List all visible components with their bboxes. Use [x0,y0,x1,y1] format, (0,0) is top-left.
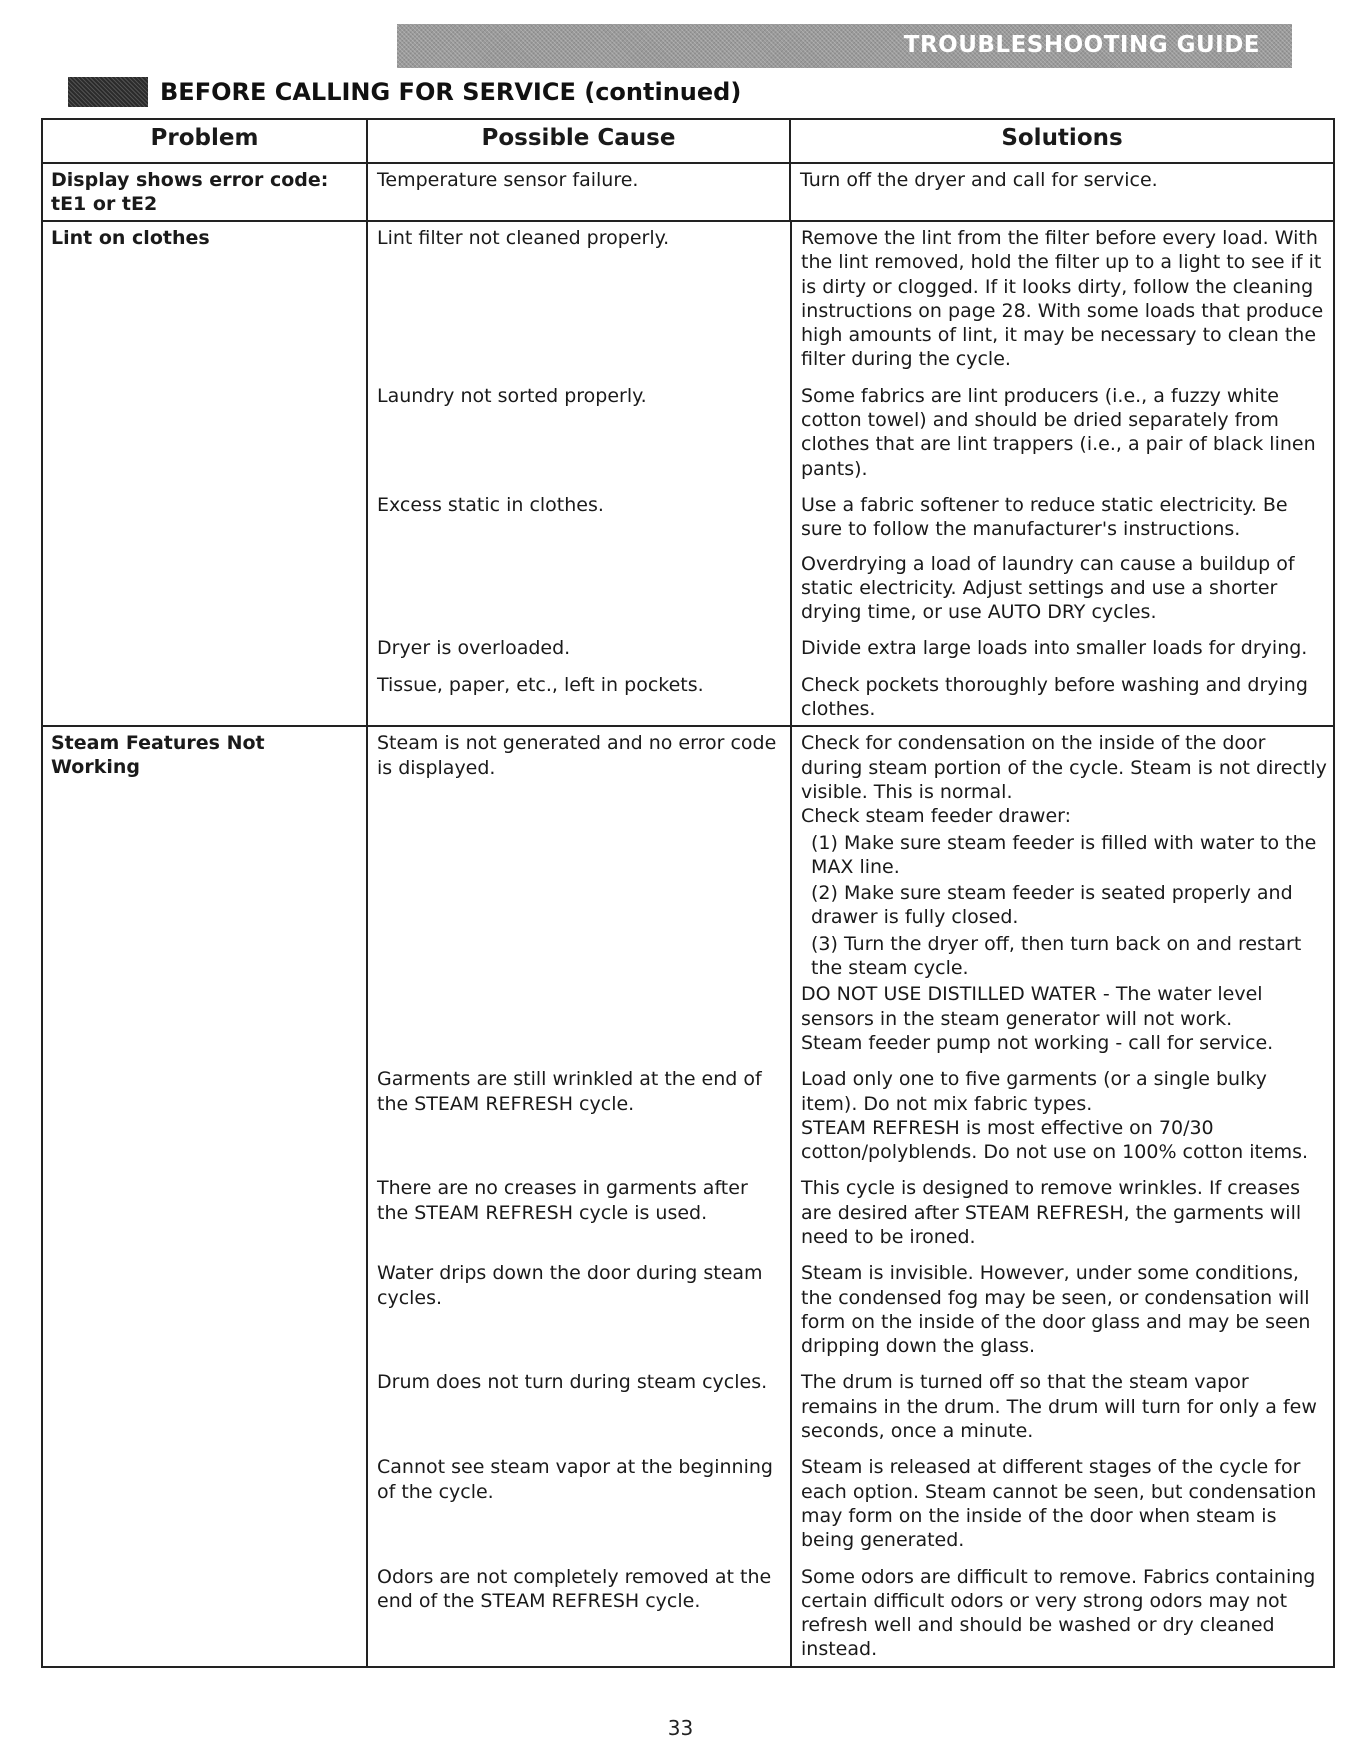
solution-text: Load only one to five garments (or a single bulky item). Do not mix fabric types. [801,1068,1267,1115]
section-heading [68,76,741,108]
cause-text: Steam is not generated and no error code is displayed. [377,732,777,779]
cause-text: Garments are still wrinkled at the end of the STEAM REFRESH cycle. [377,1068,762,1115]
banner-title: TROUBLESHOOTING GUIDE [903,32,1260,58]
table-header-row [42,119,1334,163]
solution-text: Use a fabric softener to reduce static electricity. Be sure to follow the manufacturer's instructions. [801,493,1288,541]
table-row [42,163,1334,221]
cause-pair [368,669,1335,726]
solution-text: This cycle is designed to remove wrinkles. If creases are desired after STEAM REFRESH, the garments will need to be ironed. [801,1177,1302,1248]
solution-text: Steam is invisible. However, under some conditions, the condensed fog may be seen, or condensation will form on the inside of the door glass and may be seen dripping down the glass. [801,1262,1311,1358]
list-item: (3) Turn the dryer off, then turn back on and restart the steam cycle. [811,932,1302,980]
cause-pair [368,1451,1335,1560]
cause-pair [368,1257,1335,1366]
cause-pair [368,380,1335,489]
cause-text: Temperature sensor failure. [377,169,639,191]
page-number: 33 [667,1716,694,1740]
solution-text: Steam is released at different stages of the cycle for each option. Steam cannot be seen, but condensation may form on the inside of the door when steam is being generated. [801,1456,1317,1552]
cause-text: Tissue, paper, etc., left in pockets. [377,673,704,696]
cause-cell [367,163,790,221]
solution-text: Check for condensation on the inside of the door during steam portion of the cycle. Steam is not directly visible. This is normal. [801,732,1327,803]
solution-text: Check pockets thoroughly before washing and drying clothes. [801,673,1308,721]
cause-pair [368,1063,1335,1172]
column-header-problem: Problem [42,119,367,163]
problem-cell: Display shows error code: tE1 or tE2 [42,163,367,221]
solution-text: The drum is turned off so that the steam vapor remains in the drum. The drum will turn for only a few seconds, once a minute. [801,1371,1317,1443]
cause-text: Cannot see steam vapor at the beginning of the cycle. [377,1456,773,1503]
cause-text: Water drips down the door during steam cycles. [377,1262,763,1309]
cause-pair [368,1172,1335,1257]
cause-text: Excess static in clothes. [377,493,604,516]
troubleshooting-banner [397,24,1292,68]
cause-solution-group [367,726,1334,1666]
troubleshooting-table [41,118,1335,1668]
solution-text: Check steam feeder drawer: [801,805,1072,828]
cause-pair [368,489,1335,632]
column-header-cause: Possible Cause [367,119,790,163]
solution-text: Steam feeder pump not working - call for service. [801,1031,1274,1054]
list-item: (1) Make sure steam feeder is filled with water to the MAX line. [811,831,1317,878]
section-marker-icon [68,77,148,107]
solution-text: DO NOT USE DISTILLED WATER - The water level sensors in the steam generator will not work. [801,983,1263,1030]
table-row [42,221,1334,726]
cause-text: Odors are not completely removed at the end of the STEAM REFRESH cycle. [377,1565,772,1612]
cause-pair [368,222,1335,380]
solution-text: Divide extra large loads into smaller loads for drying. [801,637,1308,660]
cause-text: Lint filter not cleaned properly. [377,227,670,249]
cause-pair [368,1561,1335,1666]
solution-text: STEAM REFRESH is most effective on 70/30 cotton/polyblends. Do not use on 100% cotton items. [801,1116,1309,1164]
cause-pair [368,727,1335,1063]
table-row [42,726,1334,1666]
solution-text: Some odors are difficult to remove. Fabrics containing certain difficult odors or very strong odors may not refresh well and should be washed or dry cleaned instead. [801,1565,1316,1661]
solution-text: Turn off the dryer and call for service. [800,169,1158,191]
cause-pair [368,1366,1335,1451]
solution-text: Some fabrics are lint producers (i.e., a fuzzy white cotton towel) and should be dried separately from clothes that are lint trappers (i.e., a pair of black linen pants). [801,384,1316,480]
list-item: (2) Make sure steam feeder is seated properly and drawer is fully closed. [811,882,1293,929]
cause-solution-group [367,221,1334,726]
solution-text: Overdrying a load of laundry can cause a buildup of static electricity. Adjust settings and use a shorter drying time, or use AUTO DRY cycles. [801,552,1295,624]
solution-cell [790,163,1334,221]
cause-text: There are no creases in garments after the STEAM REFRESH cycle is used. [377,1177,748,1224]
cause-text: Drum does not turn during steam cycles. [377,1371,768,1394]
problem-cell: Lint on clothes [42,221,367,726]
cause-text: Laundry not sorted properly. [377,384,647,407]
column-header-solutions: Solutions [790,119,1334,163]
section-title: BEFORE CALLING FOR SERVICE (continued) [160,78,742,106]
cause-text: Dryer is overloaded. [377,637,571,660]
solution-text: Remove the lint from the filter before every load. With the lint removed, hold the filter up to a light to see if it is dirty or clogged. If it looks dirty, follow the cleaning instructions on page 28. With some loads that produce high amounts of lint, it may be necessary to clean the filter during the cycle. [801,227,1324,371]
cause-pair [368,632,1335,668]
problem-cell: Steam Features Not Working [42,726,367,1666]
